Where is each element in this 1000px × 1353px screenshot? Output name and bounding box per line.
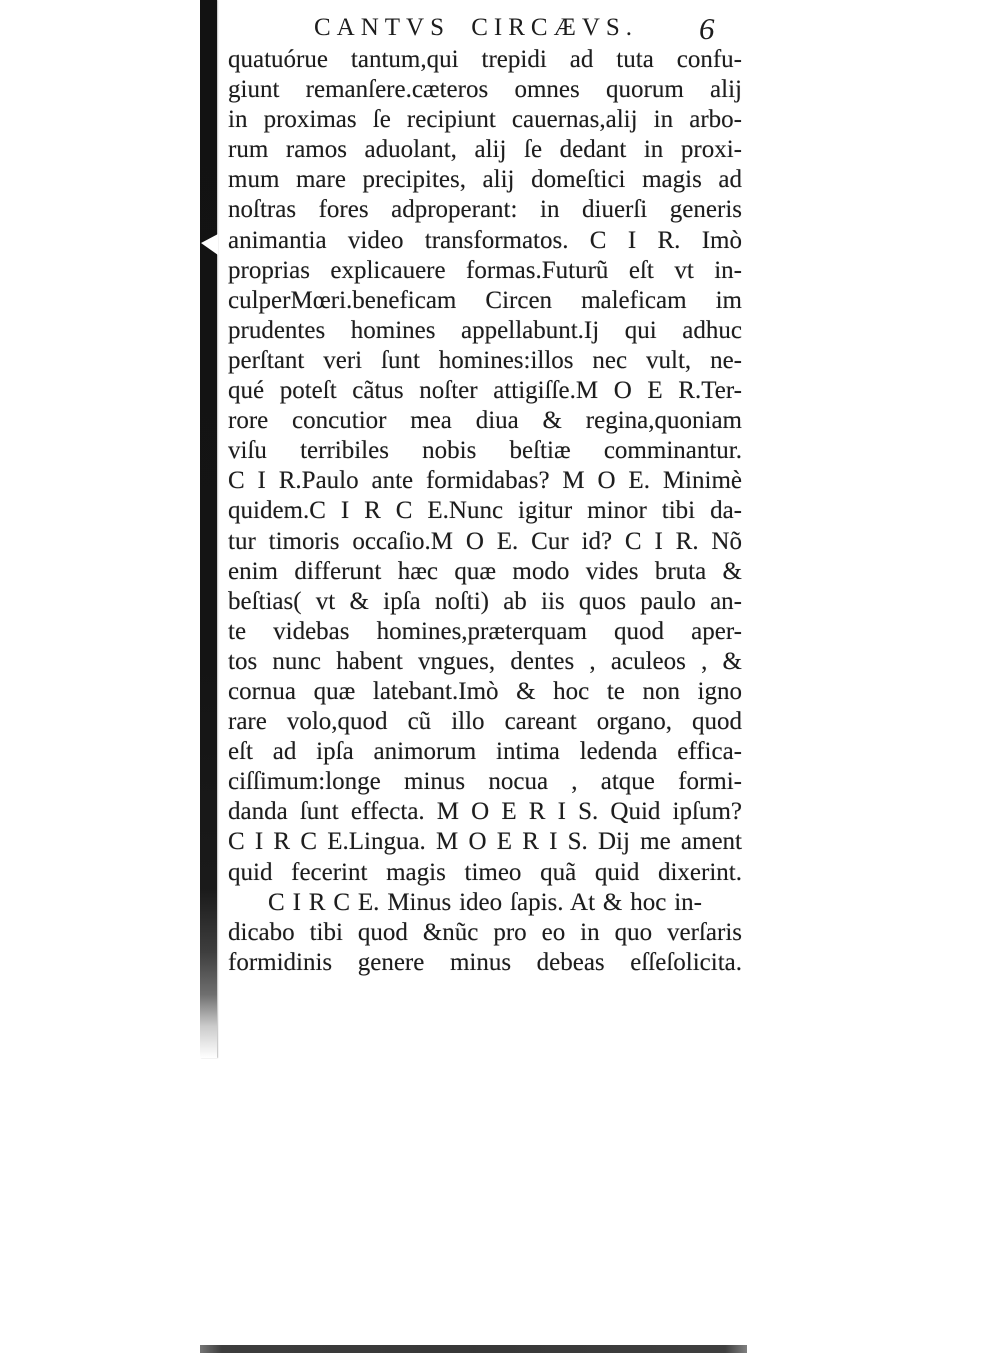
text-line: giunt remanſere.cæteros omnes quorum alij	[228, 76, 742, 104]
text-line: rare volo,quod cũ illo careant organo, quod	[228, 708, 742, 736]
text-line: quatuórue tantum,qui trepidi ad tuta confu-	[228, 46, 742, 73]
text-line: prudentes homines appellabunt.Ij qui adhuc	[228, 316, 742, 344]
text-line: mum mare precipites, alij domeſtici magis ad	[228, 166, 742, 194]
text-line: tur timoris occaſio.M O E. Cur id? C I R. Nõ	[228, 527, 742, 555]
text-line: ciſſimum:longe minus nocua , atque formi-	[228, 768, 742, 796]
text-line: perſtant veri ſunt homines:illos nec vult, ne-	[228, 346, 742, 374]
text-line: C I R C E. Minus ideo ſapis. At & hoc in-	[268, 888, 702, 916]
text-line: quid fecerint magis timeo quã quid dixerint.	[228, 858, 742, 886]
binding-gutter-shadow	[200, 0, 217, 1058]
running-header	[228, 11, 742, 45]
text-line: beſtias( vt & ipſa noſti) ab iis quos paulo an-	[228, 587, 742, 615]
text-line: formidinis genere minus debeas eſſeſolicita.	[228, 948, 742, 976]
text-line: te videbas homines,præterquam quod aper-	[228, 617, 742, 645]
text-line: eſt ad ipſa animorum intima ledenda effica-	[228, 738, 742, 766]
text-line: C I R.Paulo ante formidabas? M O E. Minimè	[228, 467, 742, 495]
text-line: in proximas ſe recipiunt cauernas,alij in arbo-	[228, 106, 742, 134]
text-line: proprias explicauere formas.Futurũ eſt vt in-	[228, 256, 742, 284]
gutter-fold-notch	[201, 234, 218, 255]
text-line: rum ramos aduolant, alij ſe dedant in proxi-	[228, 136, 742, 164]
text-line: culperMœri.beneficam Circen maleficam im	[228, 286, 742, 314]
page-title: CANTVS CIRCÆVS.	[314, 14, 639, 41]
text-line: C I R C E.Lingua. M O E R I S. Dij me ament	[228, 828, 742, 856]
text-line: enim differunt hæc quæ modo vides bruta &	[228, 557, 742, 585]
text-line: animantia video transformatos. C I R. Imò	[228, 226, 742, 254]
page-text	[228, 45, 742, 978]
page-number: 6	[699, 11, 715, 46]
text-line: viſu terribiles nobis beſtiæ comminantur.	[228, 437, 742, 465]
text-line: danda ſunt effecta. M O E R I S. Quid ipſum?	[228, 798, 742, 826]
text-line: qué poteſt cãtus noſter attigiſſe.M O E R.Ter-	[228, 377, 742, 405]
text-line: noſtras fores adproperant: in diuerſi generis	[228, 196, 742, 224]
text-line: rore concutior mea diua & regina,quoniam	[228, 407, 742, 435]
page-edge-shadow	[200, 1345, 747, 1353]
text-line: dicabo tibi quod &nũc pro eo in quo verſaris	[228, 918, 742, 946]
text-line: tos nunc habent vngues, dentes , aculeos , &	[228, 647, 742, 675]
text-line: quidem.C I R C E.Nunc igitur minor tibi da-	[228, 497, 742, 525]
text-line: cornua quæ latebant.Imò & hoc te non igno	[228, 677, 742, 705]
